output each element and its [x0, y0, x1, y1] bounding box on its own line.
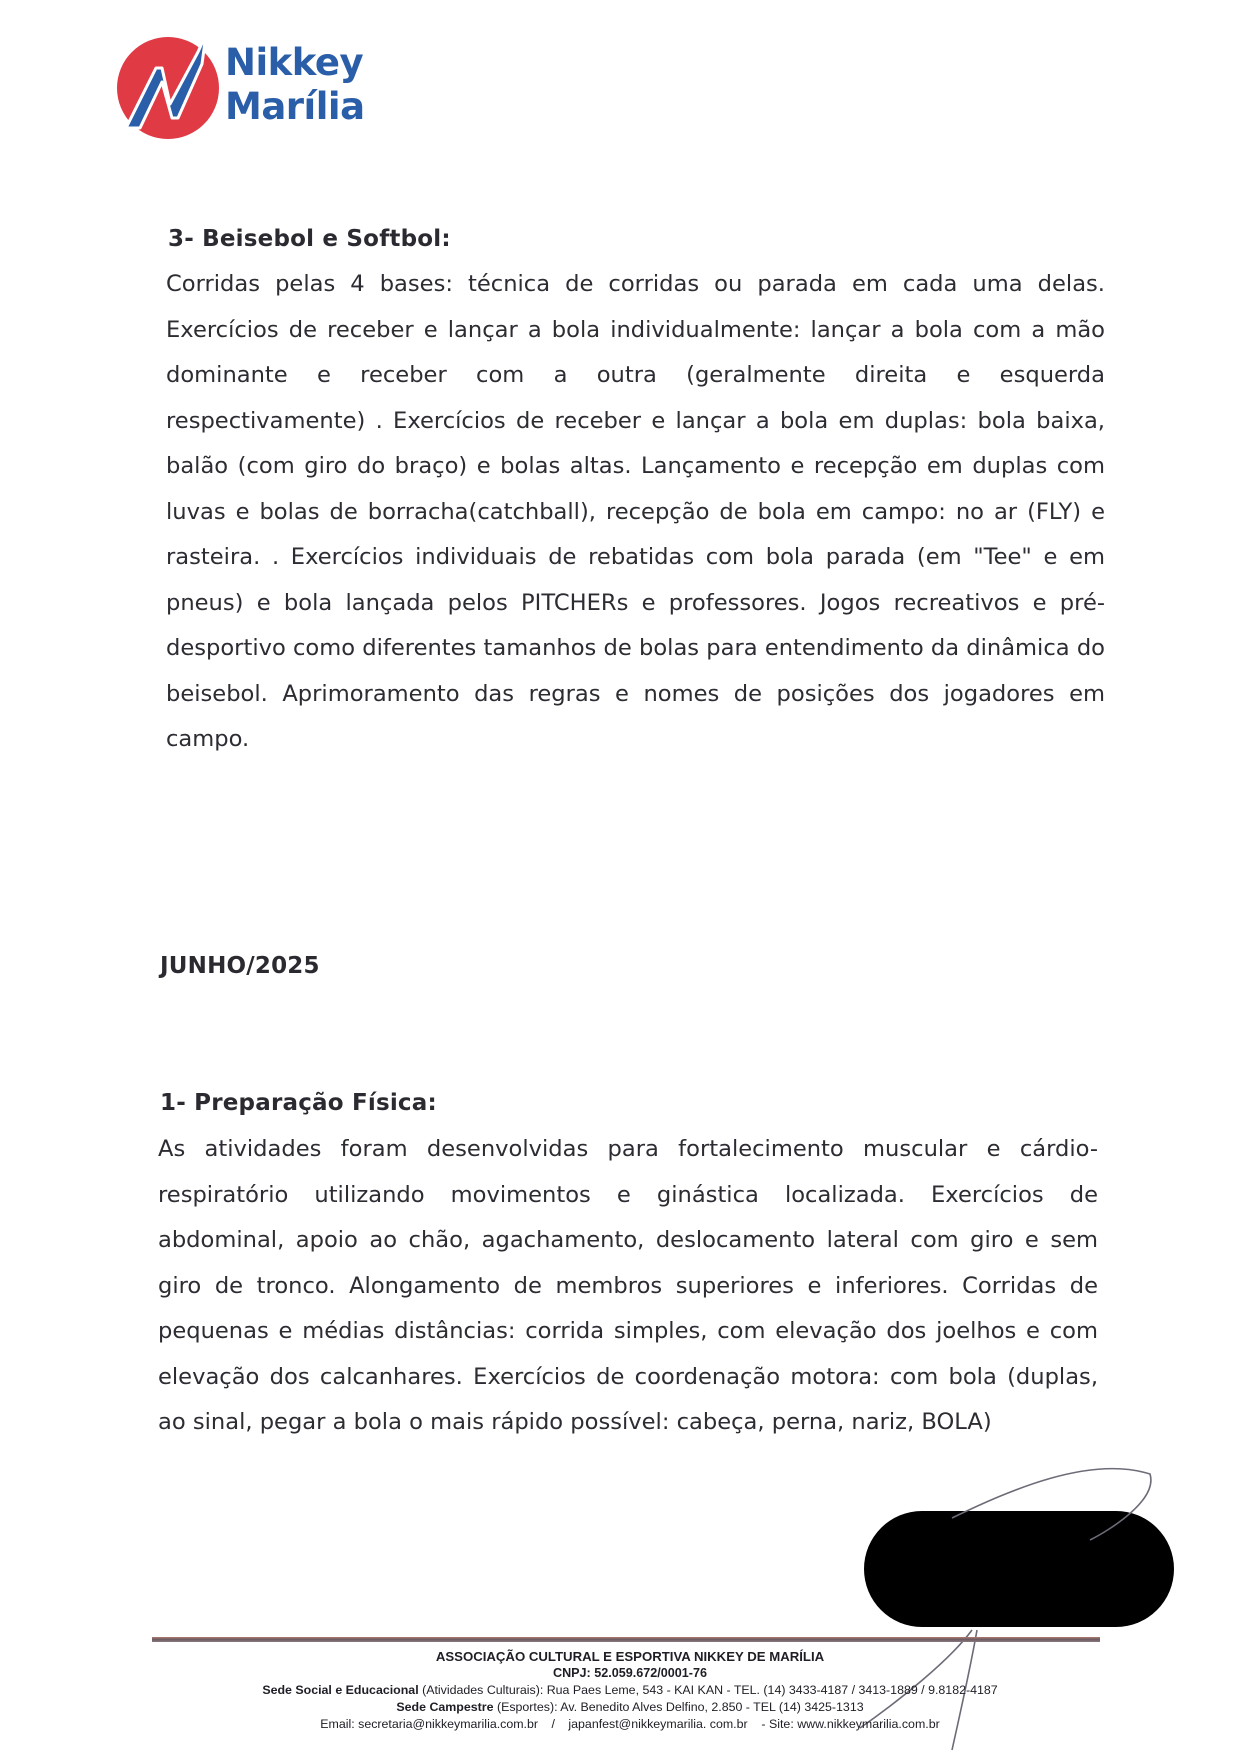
- logo-text-nikkey: Nikkey: [225, 41, 364, 84]
- footer-contact: [150, 1648, 1110, 1733]
- footer-org-name: ASSOCIAÇÃO CULTURAL E ESPORTIVA NIKKEY DE MARÍLIA: [435, 1649, 825, 1664]
- footer-campestre-address: [150, 1699, 1110, 1716]
- footer-cnpj: CNPJ: 52.059.672/0001-76: [552, 1666, 708, 1680]
- footer-email-primary[interactable]: Email: secretaria@nikkeymarilia.com.br: [320, 1717, 539, 1731]
- footer-social-label: Sede Social e Educacional: [262, 1683, 419, 1697]
- section-body-baseball: [166, 262, 1105, 763]
- footer-campestre-detail: (Esportes): Av. Benedito Alves Delfino, 2.850 - TEL (14) 3425-1313: [493, 1700, 864, 1714]
- month-heading: JUNHO/2025: [160, 953, 320, 979]
- section-body-physical: [158, 1127, 1098, 1446]
- section-heading-physical: 1- Preparação Física:: [160, 1090, 437, 1116]
- nikkey-logo-mark-icon: [112, 30, 224, 142]
- logo-text-marilia: Marília: [225, 85, 365, 128]
- footer-divider: [152, 1637, 1100, 1642]
- footer-contacts: [150, 1716, 1110, 1733]
- paragraph-baseball: Corridas pelas 4 bases: técnica de corridas ou parada em cada uma delas. Exercícios de receber e lançar a bola individualmente: lançar a bola com a mão dominante e receber com a outra (geralmente direita e esquerda respectivamente) . Exercícios de receber e lançar a bola em duplas: bola baixa, balão (com giro do braço) e bolas altas. Lançamento e recepção em duplas com luvas e bolas de borracha(catchball), recepção de bola em campo: no ar (FLY) e rasteira. . Exercícios individuais de rebatidas com bola parada (em "Tee" e em pneus) e bola lançada pelos PITCHERs e professores. Jogos recreativos e pré-desportivo como diferentes tamanhos de bolas para entendimento da dinâmica do beisebol. Aprimoramento das regras e nomes de posições dos jogadores em campo.: [166, 271, 1105, 752]
- organization-logo: [112, 30, 372, 142]
- paragraph-physical: As atividades foram desenvolvidas para fortalecimento muscular e cárdio-respiratório utilizando movimentos e ginástica localizada. Exercícios de abdominal, apoio ao chão, agachamento, deslocamento lateral com giro e sem giro de tronco. Alongamento de membros superiores e inferiores. Corridas de pequenas e médias distâncias: corrida simples, com elevação dos joelhos e com elevação dos calcanhares. Exercícios de coordenação motora: com bola (duplas, ao sinal, pegar a bola o mais rápido possível: cabeça, perna, nariz, BOLA): [158, 1136, 1098, 1435]
- footer-campestre-label: Sede Campestre: [396, 1700, 494, 1714]
- footer-email-secondary[interactable]: japanfest@nikkeymarilia. com.br: [568, 1717, 748, 1731]
- footer-website[interactable]: - Site: www.nikkeymarilia.com.br: [761, 1717, 940, 1731]
- redaction-block: [864, 1511, 1174, 1627]
- footer-email-separator: /: [551, 1717, 555, 1731]
- footer-social-detail: (Atividades Culturais): Rua Paes Leme, 543 - KAI KAN - TEL. (14) 3433-4187 / 3413-1889 / 9.8182-4187: [418, 1683, 998, 1697]
- section-heading-baseball: 3- Beisebol e Softbol:: [168, 226, 451, 252]
- footer-social-address: [150, 1682, 1110, 1699]
